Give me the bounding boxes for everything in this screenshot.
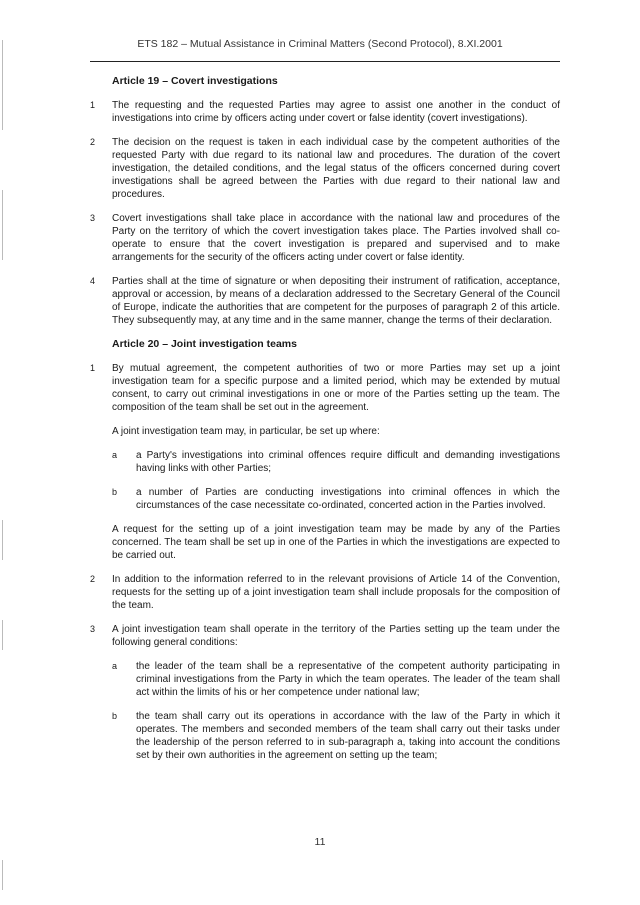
paragraph-number: 4 (90, 276, 96, 286)
article-20-paragraph-1 (90, 362, 560, 414)
paragraph-number: 2 (90, 574, 96, 584)
page-header: ETS 182 – Mutual Assistance in Criminal Matters (Second Protocol), 8.XI.2001 (137, 38, 503, 50)
item-letter: a (112, 661, 118, 671)
paragraph-text: In addition to the information referred to in the relevant provisions of Article 14 of the Convention, requests for the setting up of a joint investigation team shall include proposals for the composition of the team. (112, 574, 560, 611)
item-text: the team shall carry out its operations in accordance with the law of the Party in which it operates. The members and seconded members of the team shall carry out their tasks under the leadership of the person referred to in sub-paragraph a, taking into account the conditions set by their own authorities in the agreement on setting up the team; (136, 711, 560, 761)
article-20-paragraph-3-item-a (90, 660, 560, 699)
item-letter: b (112, 487, 118, 497)
paragraph-text: By mutual agreement, the competent authorities of two or more Parties may set up a joint investigation team for a specific purpose and a limited period, which may be extended by mutual consent, to carry out criminal investigations in one or more of the Parties setting up the team. The composition of the team shall be set out in the agreement. (112, 363, 560, 413)
article-20-paragraph-1-item-a (90, 449, 560, 475)
article-19-paragraph-4 (90, 275, 560, 327)
header-divider (90, 61, 560, 62)
article-19-title: Article 19 – Covert investigations (112, 75, 278, 87)
scan-edge-marks (2, 0, 4, 905)
paragraph-number: 1 (90, 363, 96, 373)
item-text: the leader of the team shall be a representative of the competent authority participating in criminal investigations from the Party in which the team operates. The leader of the team shall act within the limits of his or her competence under national law; (136, 661, 560, 698)
paragraph-text: Covert investigations shall take place in accordance with the national law and procedures of the Party on the territory of which the covert investigation takes place. The Parties involved shall co-operate to ensure that the covert investigation is prepared and supervised and to make arrangements for the security of the officers acting under covert or false identity. (112, 213, 560, 263)
article-20-paragraph-3-item-b (90, 710, 560, 762)
article-19-paragraph-2 (90, 136, 560, 201)
paragraph-text: A joint investigation team shall operate in the territory of the Parties setting up the team under the following general conditions: (112, 624, 560, 648)
article-20-paragraph-3 (90, 623, 560, 649)
paragraph-number: 3 (90, 624, 96, 634)
item-letter: b (112, 711, 118, 721)
item-letter: a (112, 450, 118, 460)
item-text: a Party's investigations into criminal offences require difficult and demanding investigations having links with other Parties; (136, 450, 560, 474)
article-20-paragraph-1-item-b (90, 486, 560, 512)
page-number: 11 (314, 836, 326, 848)
article-20-paragraph-1-closing: A request for the setting up of a joint investigation team may be made by any of the Parties concerned. The team shall be set up in one of the Parties in which the investigations are expected to be carried out. (112, 524, 560, 561)
article-19-paragraph-1 (90, 99, 560, 125)
paragraph-number: 3 (90, 213, 96, 223)
article-20-paragraph-1-intro: A joint investigation team may, in particular, be set up where: (112, 426, 380, 437)
paragraph-number: 1 (90, 100, 96, 110)
item-text: a number of Parties are conducting investigations into criminal offences in which the circumstances of the case necessitate co-ordinated, concerted action in the Parties involved. (136, 487, 560, 511)
article-20-paragraph-2 (90, 573, 560, 612)
paragraph-text: The decision on the request is taken in each individual case by the competent authorities of the requested Party with due regard to its national law and procedures. The duration of the covert investigation, the detailed conditions, and the legal status of the officers concerned during covert investigations shall be agreed between the Parties with due regard to their national law and procedures. (112, 137, 560, 200)
paragraph-text: The requesting and the requested Parties may agree to assist one another in the conduct of investigations into crime by officers acting under covert or false identity (covert investigations). (112, 100, 560, 124)
document-body (90, 75, 560, 773)
article-19-paragraph-3 (90, 212, 560, 264)
article-20-title: Article 20 – Joint investigation teams (112, 338, 297, 350)
paragraph-number: 2 (90, 137, 96, 147)
paragraph-text: Parties shall at the time of signature or when depositing their instrument of ratification, acceptance, approval or accession, by means of a declaration addressed to the Secretary General of the Council of Europe, indicate the authorities that are competent for the purposes of paragraph 2 of this article. They subsequently may, at any time and in the same manner, change the terms of their declaration. (112, 276, 560, 326)
